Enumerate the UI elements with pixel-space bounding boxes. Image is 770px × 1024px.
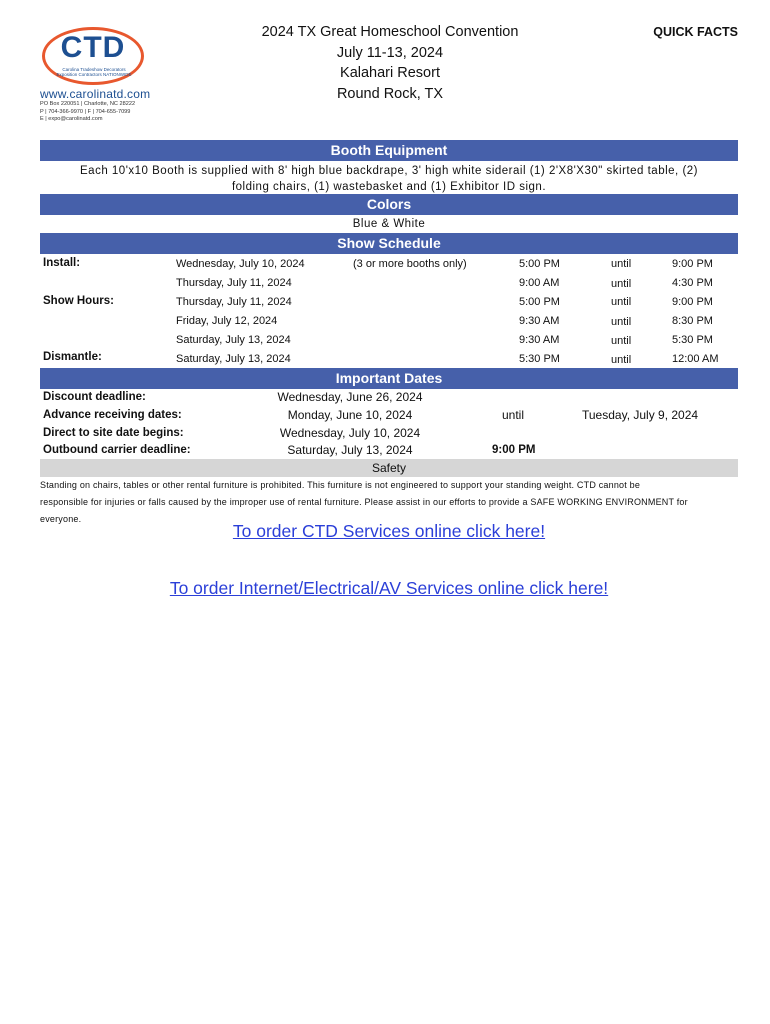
- schedule-date: Saturday, July 13, 2024: [176, 334, 291, 346]
- schedule-end: 9:00 PM: [672, 296, 713, 308]
- schedule-end: 8:30 PM: [672, 315, 713, 327]
- event-header: [225, 22, 555, 104]
- booth-equipment-line-2: folding chairs, (1) wastebasket and (1) Exhibitor ID sign.: [231, 181, 547, 193]
- safety-line: responsible for injuries or falls caused by the improper use of rental furniture. Please assist in our efforts to provide a SAFE WORKING ENVIRONMENT for: [40, 497, 688, 507]
- schedule-label: Dismantle:: [43, 351, 102, 363]
- schedule-date: Thursday, July 11, 2024: [176, 277, 292, 289]
- logo-address-line: E | expo@carolinatd.com: [40, 116, 103, 122]
- logo-tagline: Carolina Tradeshow Decorators Exposition Contractors NATIONWIDE: [56, 67, 132, 77]
- schedule-end: 9:00 PM: [672, 258, 713, 270]
- schedule-end: 12:00 AM: [672, 353, 719, 365]
- booth-equipment-line-1: Each 10'x10 Booth is supplied with 8' high blue backdrape, 3' high white siderail (1) 2'X8'X30" skirted table, (2): [80, 165, 698, 177]
- logo-url: www.carolinatd.com: [40, 87, 151, 101]
- colors-value: Blue & White: [352, 218, 426, 230]
- schedule-until: until: [611, 258, 632, 270]
- important-dates-heading: Important Dates: [40, 368, 738, 389]
- schedule-until: until: [611, 296, 632, 308]
- important-until: until: [502, 408, 525, 422]
- order-ctd-services-link[interactable]: To order CTD Services online click here!: [232, 521, 546, 541]
- important-date: Saturday, July 13, 2024: [287, 443, 413, 457]
- safety-line: everyone.: [40, 514, 82, 524]
- show-schedule-heading: Show Schedule: [40, 233, 738, 254]
- schedule-end: 4:30 PM: [672, 277, 713, 289]
- event-venue: Kalahari Resort: [340, 65, 440, 81]
- schedule-start: 5:00 PM: [519, 258, 560, 270]
- quick-facts-label: QUICK FACTS: [653, 25, 738, 39]
- logo-address-line: PO Box 220051 | Charlotte, NC 28222: [40, 101, 136, 107]
- schedule-label: Install:: [43, 257, 81, 269]
- important-end-date: Tuesday, July 9, 2024: [582, 408, 699, 422]
- schedule-start: 5:30 PM: [519, 353, 560, 365]
- schedule-start: 9:30 AM: [519, 334, 560, 346]
- safety-heading: Safety: [40, 459, 738, 477]
- order-av-services-link[interactable]: To order Internet/Electrical/AV Services online click here!: [169, 578, 609, 598]
- schedule-start: 5:00 PM: [519, 296, 560, 308]
- schedule-end: 5:30 PM: [672, 334, 713, 346]
- schedule-date: Friday, July 12, 2024: [176, 315, 278, 327]
- schedule-date: Thursday, July 11, 2024: [176, 296, 292, 308]
- event-dates: July 11-13, 2024: [336, 44, 444, 61]
- important-date: Wednesday, June 26, 2024: [277, 390, 423, 404]
- safety-line: Standing on chairs, tables or other rental furniture is prohibited. This furniture is not engineered to support your standing weight. CTD cannot be: [40, 480, 641, 490]
- booth-equipment-heading: Booth Equipment: [40, 140, 738, 161]
- important-date: Wednesday, July 10, 2024: [279, 426, 421, 440]
- logo-address-line: P | 704-366-9970 | F | 704-655-7099: [40, 108, 131, 115]
- schedule-start: 9:00 AM: [519, 277, 560, 289]
- event-title: 2024 TX Great Homeschool Convention: [261, 24, 519, 40]
- ctd-logo: [40, 25, 152, 123]
- schedule-start: 9:30 AM: [519, 315, 560, 327]
- event-city: Round Rock, TX: [336, 85, 444, 102]
- schedule-label: Show Hours:: [43, 295, 114, 307]
- schedule-date: Wednesday, July 10, 2024: [176, 258, 305, 270]
- schedule-note: (3 or more booths only): [353, 258, 467, 270]
- important-label: Discount deadline:: [43, 391, 146, 403]
- schedule-until: until: [611, 354, 632, 366]
- schedule-until: until: [611, 335, 632, 347]
- important-time: 9:00 PM: [492, 444, 536, 456]
- important-date: Monday, June 10, 2024: [287, 408, 413, 422]
- colors-heading: Colors: [40, 194, 738, 215]
- important-label: Outbound carrier deadline:: [43, 444, 191, 456]
- schedule-until: until: [611, 316, 632, 328]
- logo-address: [40, 101, 152, 124]
- schedule-until: until: [611, 278, 632, 290]
- important-label: Direct to site date begins:: [43, 427, 184, 439]
- logo-mark: CTD: [60, 31, 126, 64]
- schedule-date: Saturday, July 13, 2024: [176, 353, 291, 365]
- important-label: Advance receiving dates:: [43, 409, 182, 421]
